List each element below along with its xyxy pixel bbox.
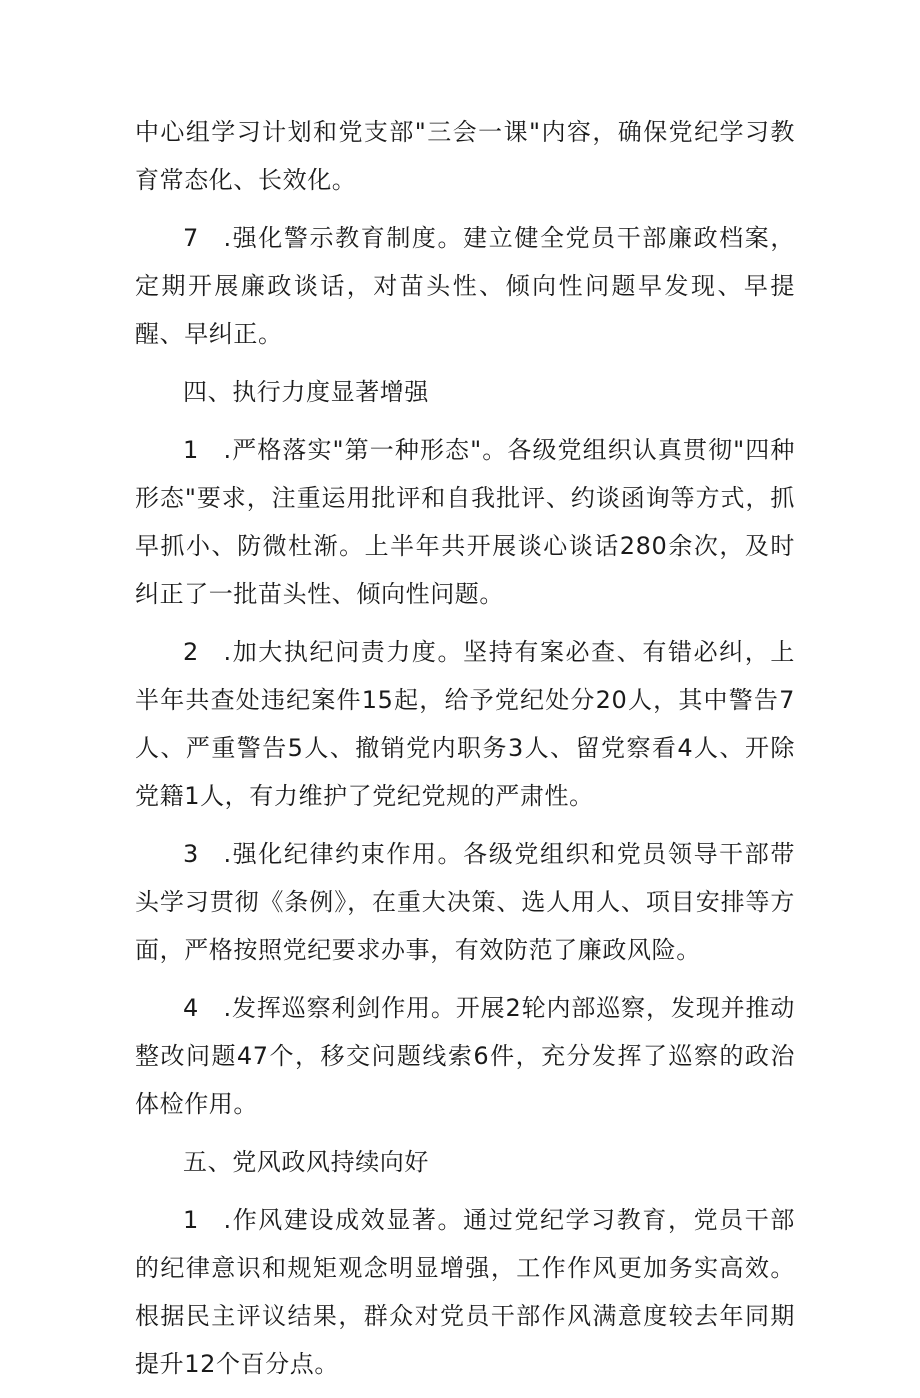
section-heading-5: 五、党风政风持续向好 <box>183 1148 429 1176</box>
paragraph-section4-item-2: 2 .加大执纪问责力度。坚持有案必查、有错必纠，上半年共查处违纪案件15起，给予党纪处分20人，其中警告7人、严重警告5人、撤销党内职务3人、留党察看4人、开除党籍1人，有力维护了党纪党规的严肃性。 <box>135 638 795 810</box>
paragraph-item-7: 7 .强化警示教育制度。建立健全党员干部廉政档案，定期开展廉政谈话，对苗头性、倾向性问题早发现、早提醒、早纠正。 <box>135 224 795 348</box>
paragraph-section4-item-3: 3 .强化纪律约束作用。各级党组织和党员领导干部带头学习贯彻《条例》，在重大决策、选人用人、项目安排等方面，严格按照党纪要求办事，有效防范了廉政风险。 <box>135 840 795 964</box>
paragraph-section4-item-1: 1 .严格落实"第一种形态"。各级党组织认真贯彻"四种形态"要求，注重运用批评和自我批评、约谈函询等方式，抓早抓小、防微杜渐。上半年共开展谈心谈话280余次，及时纠正了一批苗头性、倾向性问题。 <box>135 436 795 608</box>
paragraph-section5-item-1: 1 .作风建设成效显著。通过党纪学习教育，党员干部的纪律意识和规矩观念明显增强，工作作风更加务实高效。根据民主评议结果，群众对党员干部作风满意度较去年同期提升12个百分点。 <box>135 1206 795 1378</box>
paragraph-section4-item-4: 4 .发挥巡察利剑作用。开展2轮内部巡察，发现并推动整改问题47个，移交问题线索6件，充分发挥了巡察的政治体检作用。 <box>135 994 795 1118</box>
paragraph-continuation: 中心组学习计划和党支部"三会一课"内容，确保党纪学习教育常态化、长效化。 <box>135 118 795 194</box>
section-heading-4: 四、执行力度显著增强 <box>183 378 429 406</box>
document-body <box>135 108 795 1398</box>
